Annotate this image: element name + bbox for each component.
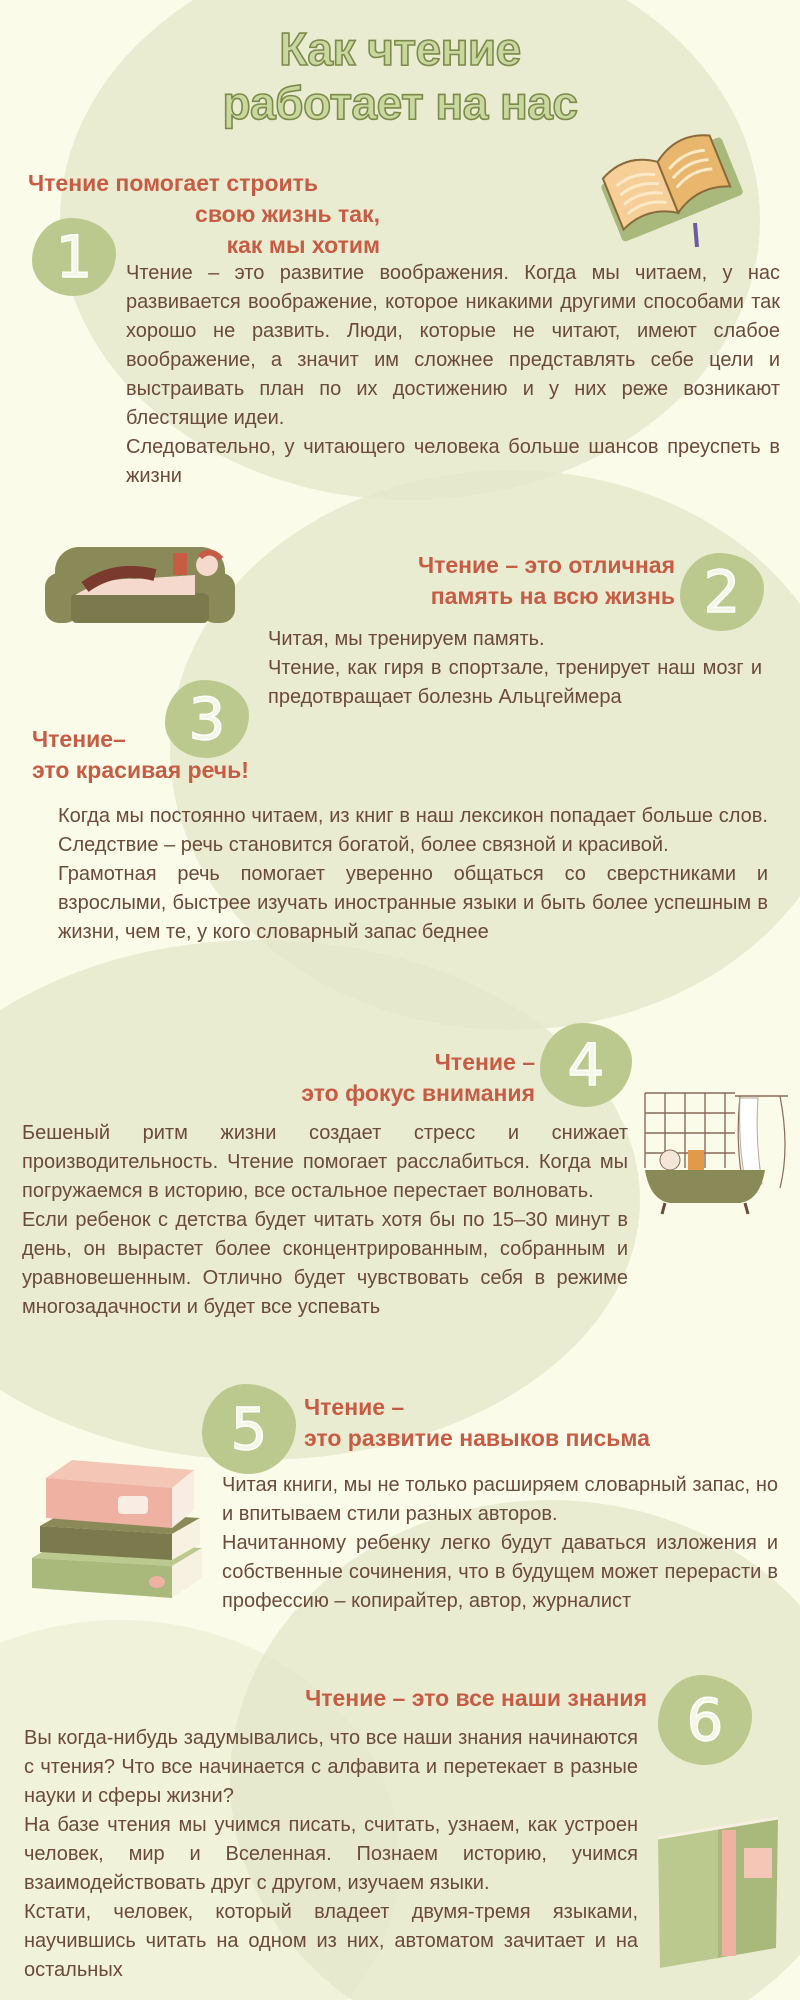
section-heading	[304, 1392, 774, 1454]
section-heading-line: свою жизнь так,	[195, 201, 380, 227]
section-number-badge	[202, 1384, 296, 1474]
section-heading-line: это развитие навыков письма	[304, 1425, 650, 1451]
section-paragraph: На базе чтения мы учимся писать, считать, узнаем, как устроен человек, мир и Вселенная. Познаем историю, учимся взаимодействовать друг с другом, изучаем языки.	[24, 1814, 638, 1894]
section-paragraph: Начитанному ребенку легко будут даваться изложения и собственные сочинения, что в будущем может перерасти в профессию – копирайтер, автор, журналист	[222, 1532, 778, 1612]
section-heading-line: Чтение помогает строить	[28, 170, 319, 196]
section-heading	[300, 550, 675, 612]
section-text	[24, 1724, 638, 1985]
page-title-line: работает на нас	[222, 77, 578, 129]
section-paragraph: Чтение – это развитие воображения. Когда мы читаем, у нас развивается воображение, которое никакими другими способами так хорошо не развить. Люди, которые не читают, имеют слабое воображение, а значит им сложнее представлять себе цели и выстраивать план по их достижению и у них реже возникают блестящие идеи.	[126, 262, 780, 429]
section-heading-line: это фокус внимания	[301, 1080, 535, 1106]
section-heading-line: Чтение – это отличная	[417, 552, 675, 578]
section-number: 5	[230, 1395, 268, 1463]
section-text	[22, 1119, 628, 1322]
page-title-line: Как чтение	[279, 23, 521, 75]
section-heading-line: Чтение–	[32, 726, 126, 752]
book-stack-icon	[22, 1448, 212, 1608]
section-heading	[32, 724, 332, 786]
section-number: 1	[55, 223, 93, 291]
section-paragraph: Грамотная речь помогает уверенно общаться со сверстниками и взрослыми, быстрее изучать иностранные языки и быть более успешным в жизни, чем те, у кого словарный запас беднее	[58, 863, 768, 943]
section-number: 3	[188, 685, 226, 753]
section-text	[222, 1471, 778, 1616]
section-heading	[200, 1683, 647, 1714]
section-paragraph: Читая книги, мы не только расширяем словарный запас, но и впитываем стили разных авторов.	[222, 1474, 778, 1525]
section-number-badge	[680, 553, 764, 631]
section-paragraph: Чтение, как гиря в спортзале, тренирует наш мозг и предотвращает болезнь Альцгеймера	[268, 657, 762, 708]
section-paragraph: Когда мы постоянно читаем, из книг в наш лексикон попадает больше слов. Следствие – речь становится богатой, более связной и красивой.	[58, 805, 768, 856]
section-paragraph: Кстати, человек, который владеет двумя-тремя языками, научившись читать на одном из них, автоматом зачитает и на остальных	[24, 1901, 638, 1981]
section-text	[58, 802, 768, 947]
person-reading-on-sofa-icon	[45, 535, 235, 635]
section-number-badge	[658, 1675, 752, 1765]
section-number: 6	[686, 1686, 724, 1754]
open-book-icon	[585, 115, 750, 250]
section-number-badge	[540, 1023, 632, 1107]
section-paragraph: Если ребенок с детства будет читать хотя бы по 15–30 минут в день, он вырастет более сконцентрированным, собранным и уравновешенным. Отлично будет чувствовать себя в режиме многозадачности и будет все успевать	[22, 1209, 628, 1318]
section-heading	[28, 168, 380, 261]
section-number: 4	[567, 1031, 605, 1099]
section-paragraph: Бешеный ритм жизни создает стресс и снижает производительность. Чтение помогает расслабиться. Когда мы погружаемся в историю, все остальное перестает волновать.	[22, 1122, 628, 1202]
section-paragraph: Вы когда-нибудь задумывались, что все наши знания начинаются с чтения? Что все начинается с алфавита и перетекает в разные науки и сферы жизни?	[24, 1727, 638, 1807]
section-paragraph: Читая, мы тренируем память.	[268, 628, 545, 650]
section-heading-line: как мы хотим	[226, 232, 380, 258]
section-text	[268, 625, 762, 712]
section-heading-line: это красивая речь!	[32, 757, 249, 783]
bathtub-reading-icon	[640, 1088, 790, 1223]
page-title	[0, 22, 800, 130]
section-heading-line: память на всю жизнь	[430, 583, 675, 609]
section-paragraph: Следовательно, у читающего человека больше шансов преуспеть в жизни	[126, 436, 780, 487]
section-text	[126, 259, 780, 491]
section-number: 2	[703, 558, 741, 626]
section-heading	[160, 1047, 535, 1109]
standing-book-icon	[648, 1808, 788, 1968]
section-heading-line: Чтение –	[304, 1394, 405, 1420]
section-heading-line: Чтение –	[434, 1049, 535, 1075]
section-heading-line: Чтение – это все наши знания	[305, 1685, 647, 1711]
